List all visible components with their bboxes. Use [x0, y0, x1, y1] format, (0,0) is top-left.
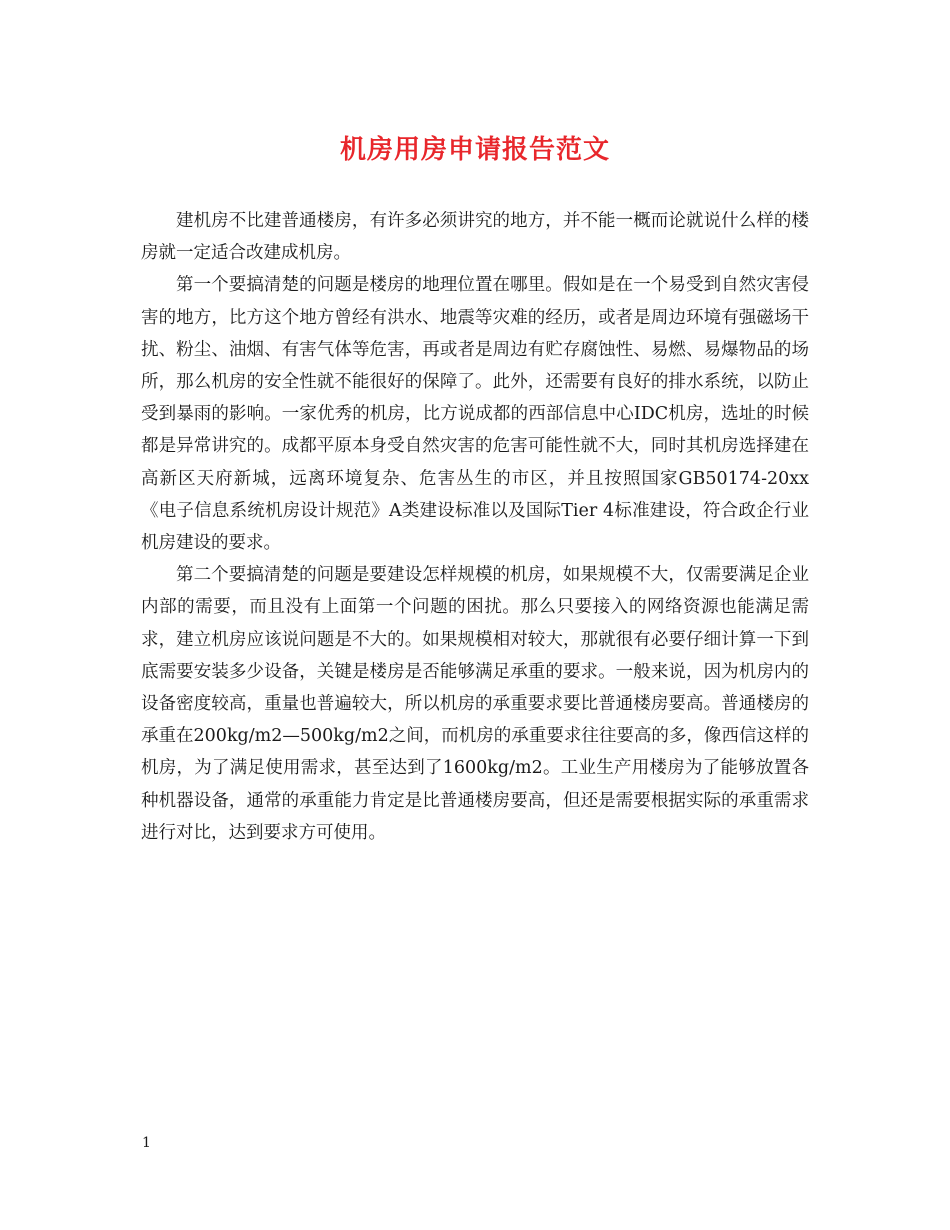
paragraph-3: 第二个要搞清楚的问题是要建设怎样规模的机房，如果规模不大，仅需要满足企业内部的需要，而且没有上面第一个问题的困扰。那么只要接入的网络资源也能满足需求，建立机房应该说问题是不大的。如果规模相对较大，那就很有必要仔细计算一下到底需要安装多少设备，关键是楼房是否能够满足承重的要求。一般来说，因为机房内的设备密度较高，重量也普遍较大，所以机房的承重要求要比普通楼房要高。普通楼房的承重在200kg/m2—500kg/m2之间，而机房的承重要求往往要高的多，像西信这样的机房，为了满足使用需求，甚至达到了1600kg/m2。工业生产用楼房为了能够放置各种机器设备，通常的承重能力肯定是比普通楼房要高，但还是需要根据实际的承重需求进行对比，达到要求方可使用。	[141, 565, 809, 843]
document-title: 机房用房申请报告范文	[339, 135, 610, 165]
paragraph-2: 第一个要搞清楚的问题是楼房的地理位置在哪里。假如是在一个易受到自然灾害侵害的地方，比方这个地方曾经有洪水、地震等灾难的经历，或者是周边环境有强磁场干扰、粉尘、油烟、有害气体等危害，再或者是周边有贮存腐蚀性、易燃、易爆物品的场所，那么机房的安全性就不能很好的保障了。此外，还需要有良好的排水系统，以防止受到暴雨的影响。一家优秀的机房，比方说成都的西部信息中心IDC机房，选址的时候都是异常讲究的。成都平原本身受自然灾害的危害可能性就不大，同时其机房选择建在高新区天府新城，远离环境复杂、危害丛生的市区，并且按照国家GB50174-20xx《电子信息系统机房设计规范》A类建设标准以及国际Tier 4标准建设，符合政企行业机房建设的要求。	[141, 275, 809, 554]
page-number: 1	[142, 1135, 151, 1151]
document-body	[141, 205, 809, 849]
paragraph-1: 建机房不比建普通楼房，有许多必须讲究的地方，并不能一概而论就说什么样的楼房就一定适合改建成机房。	[141, 211, 809, 264]
